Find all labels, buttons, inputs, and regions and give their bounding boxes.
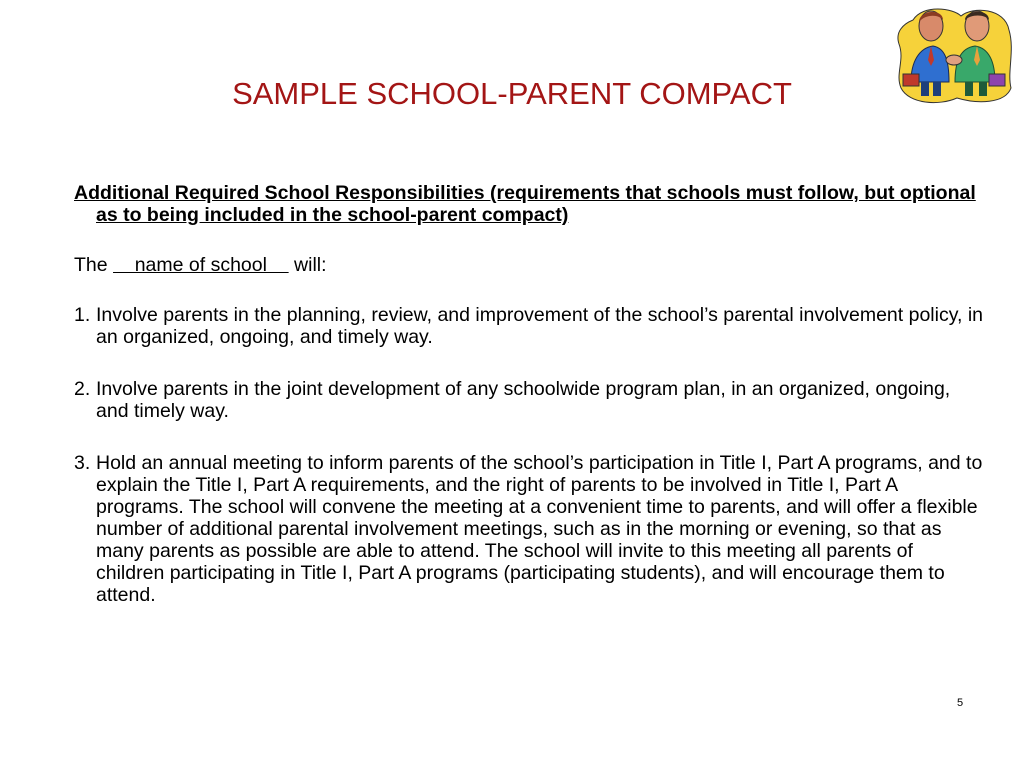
slide-body <box>74 182 984 606</box>
school-name-blank: name of school <box>113 254 289 276</box>
page-number: 5 <box>956 697 964 709</box>
list-item-text: Involve parents in the planning, review, and improvement of the school’s parental involvement policy, in an organized, ongoing, and timely way. <box>96 304 984 348</box>
list-item-number: 3. <box>74 452 91 474</box>
list-item-number: 2. <box>74 378 91 400</box>
list-item <box>74 452 984 606</box>
list-item-text: Hold an annual meeting to inform parents of the school’s participation in Title I, Part A programs, and to explain the Title I, Part A requirements, and the right of parents to be involved in Title I, Part A programs. The school will convene the meeting at a convenient time to parents, and will offer a flexible number of additional parental involvement meetings, such as in the morning or evening, so that as many parents as possible are able to attend. The school will invite to this meeting all parents of children participating in Title I, Part A programs (participating students), and will encourage them to attend. <box>96 452 983 606</box>
school-line-prefix: The <box>74 254 114 276</box>
section-heading: Additional Required School Responsibilities (requirements that schools must follow, but optional as to being included in the school-parent compact) <box>74 182 976 226</box>
list-item <box>74 304 984 348</box>
list-item-number: 1. <box>74 304 91 326</box>
list-item-text: Involve parents in the joint development of any schoolwide program plan, in an organized, ongoing, and timely way. <box>96 378 951 422</box>
slide-title: SAMPLE SCHOOL-PARENT COMPACT <box>232 76 792 111</box>
list-item <box>74 378 984 422</box>
school-name-line <box>74 254 984 276</box>
school-line-suffix: will: <box>288 254 327 276</box>
